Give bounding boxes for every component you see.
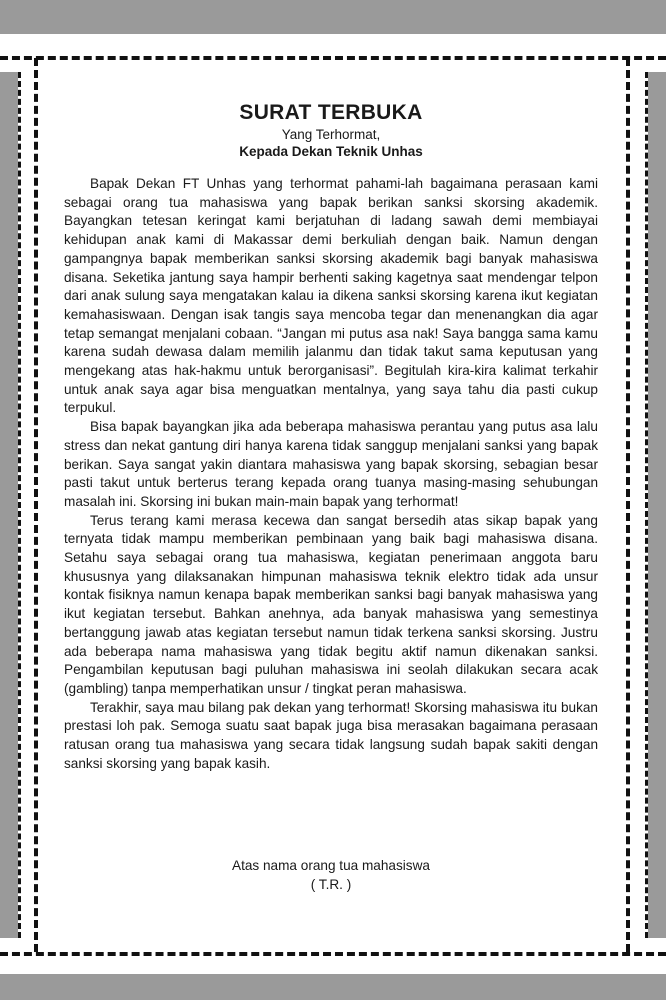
- paragraph-2: Bisa bapak bayangkan jika ada beberapa mahasiswa perantau yang putus asa lalu stress dan nekat gantung diri hanya karena tidak sanggup menjalani sanksi yang bapak berikan. Saya sangat yakin diantara mahasiswa yang bapak skorsing, sebagian besar pasti takut untuk berterus terang kepada orang tuanya masing-masing sehubungan masalah ini. Skorsing ini bukan main-main bapak yang terhormat!: [64, 419, 598, 509]
- bottom-gray-band: [0, 974, 666, 1000]
- recipient: Kepada Dekan Teknik Unhas: [239, 144, 423, 159]
- salutation: Yang Terhormat,: [281, 127, 381, 142]
- left-gray-band: [0, 72, 18, 938]
- right-gray-band: [648, 72, 666, 938]
- paragraph-1: Bapak Dekan FT Unhas yang terhormat pahami-lah bagaimana perasaan kami sebagai orang tua mahasiswa yang bapak berikan sanksi skorsing akademik. Bayangkan tetesan keringat kami berjatuhan di ladang sawah demi membiayai kehidupan anak kami di Makassar demi berkuliah dengan baik. Namun dengan gampangnya bapak memberikan sanksi skorsing akademik bagi banyak mahasiswa disana. Seketika jantung saya hampir berhenti saking kagetnya saat mendengar telpon dari anak sulung saya mengatakan kalau ia dikena sanksi skorsing karena ikut kegiatan kemahasiswaan. Dengan isak tangis saya mencoba tegar dan menenangkan dia agar tetap semangat menjalani cobaan. “Jangan mi putus asa nak! Saya bangga sama kamu karena sudah dewasa dalam memilih jalanmu dan tidak takut sama keputusan yang mengekang atas hak-hakmu untuk berorganisasi”. Begitulah kira-kira kalimat terkahir untuk anak saya agar bisa menguatkan mentalnya, yang saya tahu dia pasti cukup terpukul.: [64, 176, 598, 416]
- left-outer-dashed-border: [18, 72, 21, 938]
- letter-body: [64, 100, 598, 774]
- bottom-dashed-border: [0, 952, 666, 956]
- right-outer-dashed-border: [645, 72, 648, 938]
- signature: ( T.R. ): [310, 877, 352, 892]
- letter-title: SURAT TERBUKA: [239, 101, 423, 124]
- paragraph-4: Terakhir, saya mau bilang pak dekan yang terhormat! Skorsing mahasiswa itu bukan prestasi loh pak. Semoga suatu saat bapak juga bisa merasakan bagaimana perasaan ratusan orang tua mahasiswa yang secara tidak langsung sudah bapak sakiti dengan sanksi skorsing yang bapak kasih.: [64, 699, 598, 771]
- signoff-line: Atas nama orang tua mahasiswa: [232, 858, 430, 873]
- top-gray-band: [0, 0, 666, 34]
- paragraph-3: Terus terang kami merasa kecewa dan sangat bersedih atas sikap bapak yang ternyata tidak mampu memberikan pembinaan yang baik bagi mahasiswa disana. Setahu saya sebagai orang tua mahasiswa, kegiatan penerimaan anggota baru khususnya yang dilaksanakan himpunan mahasiswa teknik elektro tidak ada unsur kontak fisiknya namun kenapa bapak memberikan sanksi bagi banyak mahasiswa yang ikut kegiatan tersebut. Bahkan anehnya, ada banyak mahasiswa yang semestinya bertanggung jawab atas kegiatan tersebut namun tidak terkena sanksi skorsing. Justru ada beberapa nama mahasiswa yang tidak begitu aktif namun dikenakan sanksi. Pengambilan keputusan bagi puluhan mahasiswa ini seolah dilakukan secara acak (gambling) tanpa memperhatikan unsur / tingkat peran mahasiswa.: [64, 512, 598, 696]
- signoff-block: [64, 856, 598, 894]
